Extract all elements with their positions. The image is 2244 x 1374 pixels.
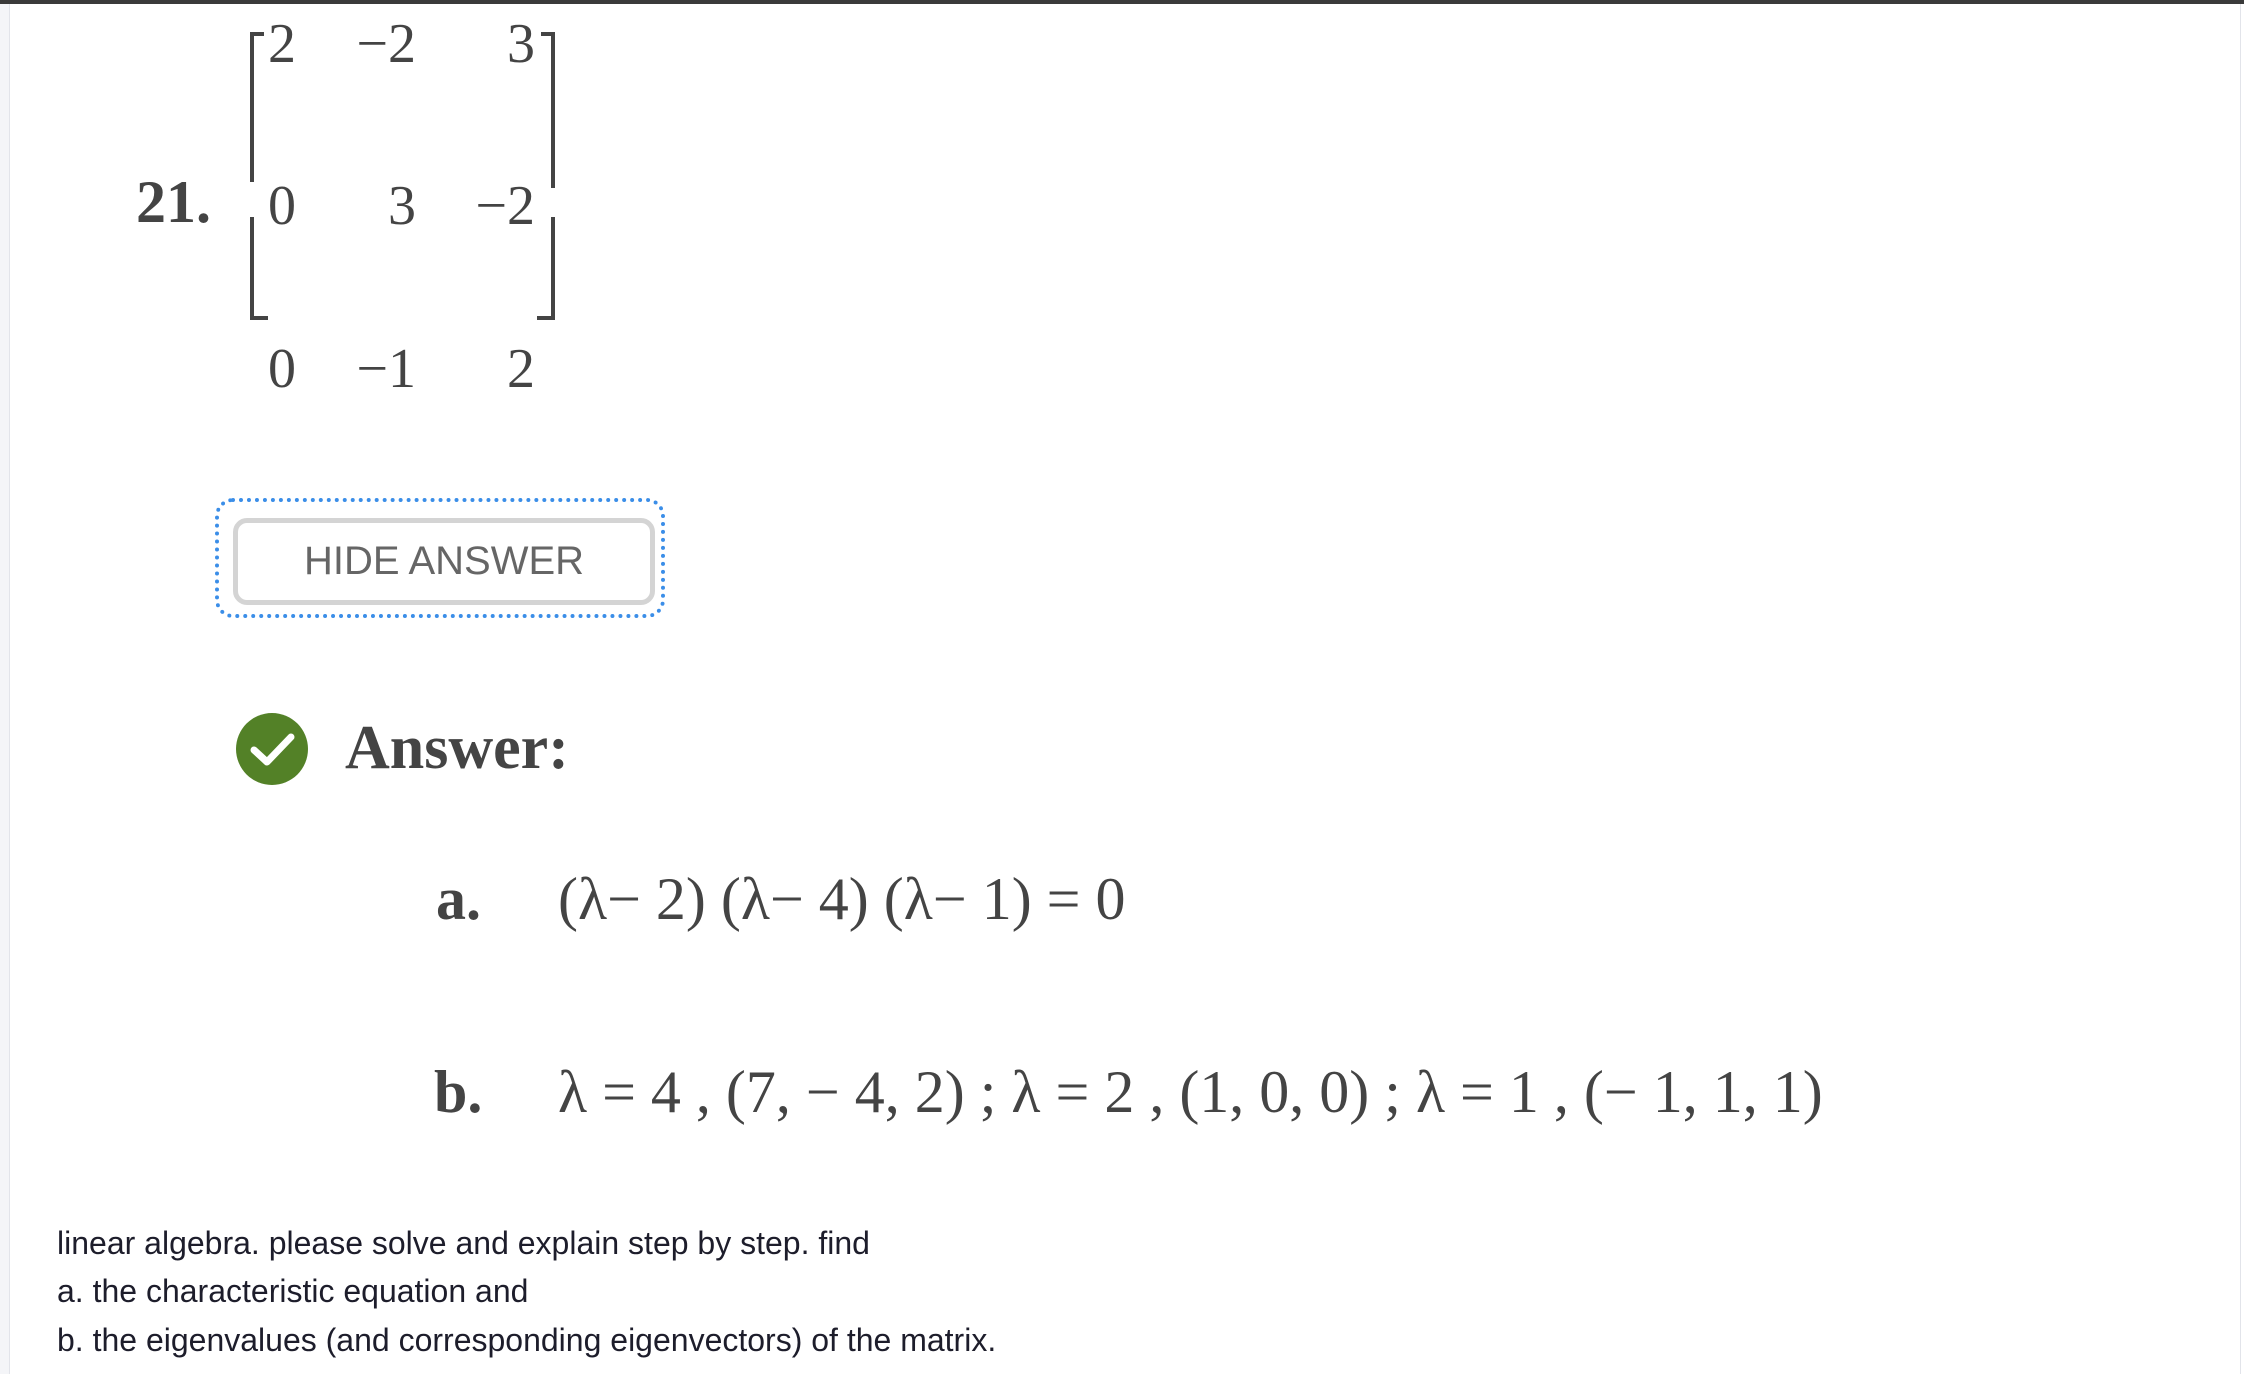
matrix-cell: 3 xyxy=(507,13,535,75)
question-line: linear algebra. please solve and explain step by step. find xyxy=(57,1225,870,1261)
matrix-cell: −2 xyxy=(475,175,535,237)
matrix-cell: −1 xyxy=(356,338,416,400)
eigenvalues-eigenvectors: λ = 4 , (7, − 4, 2) ; λ = 2 , (1, 0, 0) ; λ = 1 , (− 1, 1, 1) xyxy=(558,1059,1823,1125)
matrix-cell: 0 xyxy=(268,175,296,237)
question-line: b. the eigenvalues (and corresponding eigenvectors) of the matrix. xyxy=(57,1322,997,1358)
part-a-label: a. xyxy=(436,866,481,932)
matrix-left-bracket-bottom xyxy=(250,316,268,320)
characteristic-equation: (λ− 2) (λ− 4) (λ− 1) = 0 xyxy=(558,866,1126,932)
matrix-cell: 0 xyxy=(268,338,296,400)
window-top-bar xyxy=(0,0,2244,4)
question-line: a. the characteristic equation and xyxy=(57,1273,529,1309)
matrix-cell: −2 xyxy=(356,13,416,75)
answer-heading: Answer: xyxy=(345,714,569,782)
check-circle-icon xyxy=(236,713,308,785)
left-margin xyxy=(0,4,10,1374)
matrix-right-bracket-bottom xyxy=(537,316,555,320)
right-border xyxy=(2240,4,2241,1374)
matrix-right-bracket-top xyxy=(541,32,555,36)
part-b-label: b. xyxy=(434,1059,483,1125)
matrix-right-bracket xyxy=(551,32,555,188)
problem-number: 21. xyxy=(136,169,211,235)
hide-answer-button[interactable]: HIDE ANSWER xyxy=(233,518,655,605)
matrix-cell: 2 xyxy=(507,338,535,400)
matrix-cell: 2 xyxy=(268,13,296,75)
matrix-right-bracket-lower xyxy=(551,217,555,320)
matrix-cell: 3 xyxy=(388,175,416,237)
